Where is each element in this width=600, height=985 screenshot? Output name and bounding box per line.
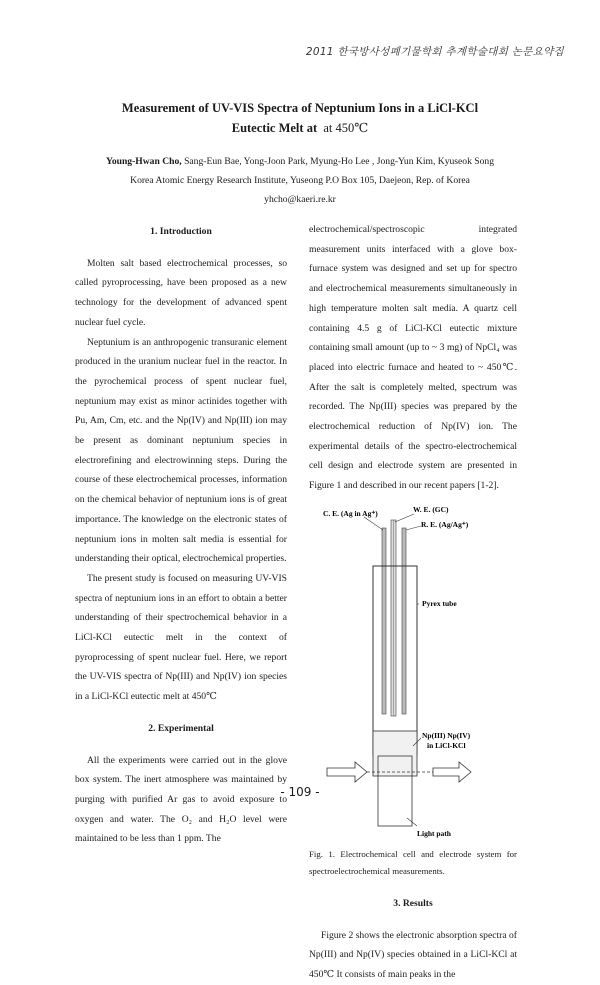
melt-region: [373, 731, 417, 776]
page-number: - 109 -: [280, 785, 320, 799]
section-heading-experimental: 2. Experimental: [148, 722, 214, 734]
right-column: [309, 220, 517, 985]
label-pyrex-tube: Pyrex tube: [422, 598, 457, 608]
experimental-paragraph-2: electrochemical/spectroscopic integrated measurement units interfaced with a glove box-furnace system was designed and set up for spectro and electrochemical measurements simultaneously in high temperature molten salt media. A quartz cell containing 4.5 g of LiCl-KCl eutectic mixture containing small amount (up to ~ 3 mg) of NpCl₄ was placed into electric furnace and heated to ~ 450℃. After the salt is completely melted, spectrum was recorded. The Np(III) species was prepared by the electrochemical reduction of Np(IV) ion. The experimental details of the spectro-electrochemical cell design and electrode system are presented in Figure 1 and described in our recent papers [1-2].: [309, 224, 517, 492]
label-counter-electrode: C. E. (Ag in Ag⁺): [323, 508, 378, 518]
intro-paragraph-1: Molten salt based electrochemical processes, so called pyroprocessing, have been proposed as a new technology for the development of advanced spent nuclear fuel cycle.: [75, 257, 287, 328]
section-heading-introduction: 1. Introduction: [150, 226, 212, 237]
label-light-path: Light path: [417, 828, 451, 838]
results-paragraph-1: Figure 2 shows the electronic absorption spectra of Np(III) and Np(IV) species obtained in a LiCl-KCl at 450℃ It consists of main peaks in the: [309, 929, 517, 980]
author-block: [40, 152, 560, 209]
author-list: [40, 152, 560, 171]
intro-paragraph-2: Neptunium is an anthropogenic transuranic element produced in the uranium nuclear fuel in the reactor. In the pyrochemical process of spent nuclear fuel, neptunium may exist as minor actinides together with Pu, Am, Cm, etc. and the Np(IV) and Np(III) ion may be present as dominant neptunium species in electrorefining and electrowinning steps. During the course of these electrochemical processes, information on the chemical behavior of neptunium ions is of great importance. The knowledge on the electronic states of neptunium ions in molten salt media is essential for understanding their optical, electrochemical properties.: [75, 336, 287, 565]
left-column: [75, 222, 287, 849]
counter-electrode-rod: [382, 528, 386, 714]
affiliation: Korea Atomic Energy Research Institute, Yuseong P.O Box 105, Daejeon, Rep. of Korea: [130, 175, 470, 186]
journal-header: 2011 한국방사성폐기물학회 추계학술대회 논문요약집: [305, 46, 564, 58]
co-authors: Sang-Eun Bae, Yong-Joon Park, Myung-Ho Lee , Jong-Yun Kim, Kyuseok Song: [181, 156, 495, 167]
title-line-2: [60, 118, 540, 138]
paper-title: [60, 98, 540, 138]
title-line-1: Measurement of UV-VIS Spectra of Neptunium Ions in a LiCl-KCl: [121, 101, 479, 115]
email: yhcho@kaeri.re.kr: [264, 194, 336, 205]
lead-author: Young-Hwan Cho,: [105, 156, 182, 167]
title-temperature: at 450℃: [323, 121, 369, 135]
figure-1-caption: Fig. 1. Electrochemical cell and electrode system for spectroelectrochemical measurements.: [309, 848, 517, 876]
label-working-electrode: W. E. (GC): [413, 505, 449, 514]
title-line-2-bold: Eutectic Melt at: [231, 121, 318, 135]
label-reference-electrode: R. E. (Ag/Ag⁺): [421, 519, 469, 529]
reference-electrode-rod: [402, 528, 406, 714]
intro-paragraph-3: The present study is focused on measuring UV-VIS spectra of neptunium ions in an effort to obtain a better understanding of their spectrochemical behavior in a LiCl-KCl eutectic melt in the context of pyroprocessing of spent nuclear fuel. Here, we report the UV-VIS spectra of Np(III) and Np(IV) ion species in a LiCl-KCl eutectic melt at 450℃: [75, 572, 287, 703]
label-np-medium: in LiCl-KCl: [427, 740, 466, 750]
label-np-species: Np(III) Np(IV): [422, 730, 471, 740]
experimental-paragraph-1: All the experiments were carried out in the glove box system. The inert atmosphere was maintained by purging with purified Ar gas to avoid exposure to oxygen and water. The O₂ and H₂O level were maintained to be less than 1 ppm. The: [75, 754, 287, 845]
section-heading-results: 3. Results: [393, 897, 433, 909]
